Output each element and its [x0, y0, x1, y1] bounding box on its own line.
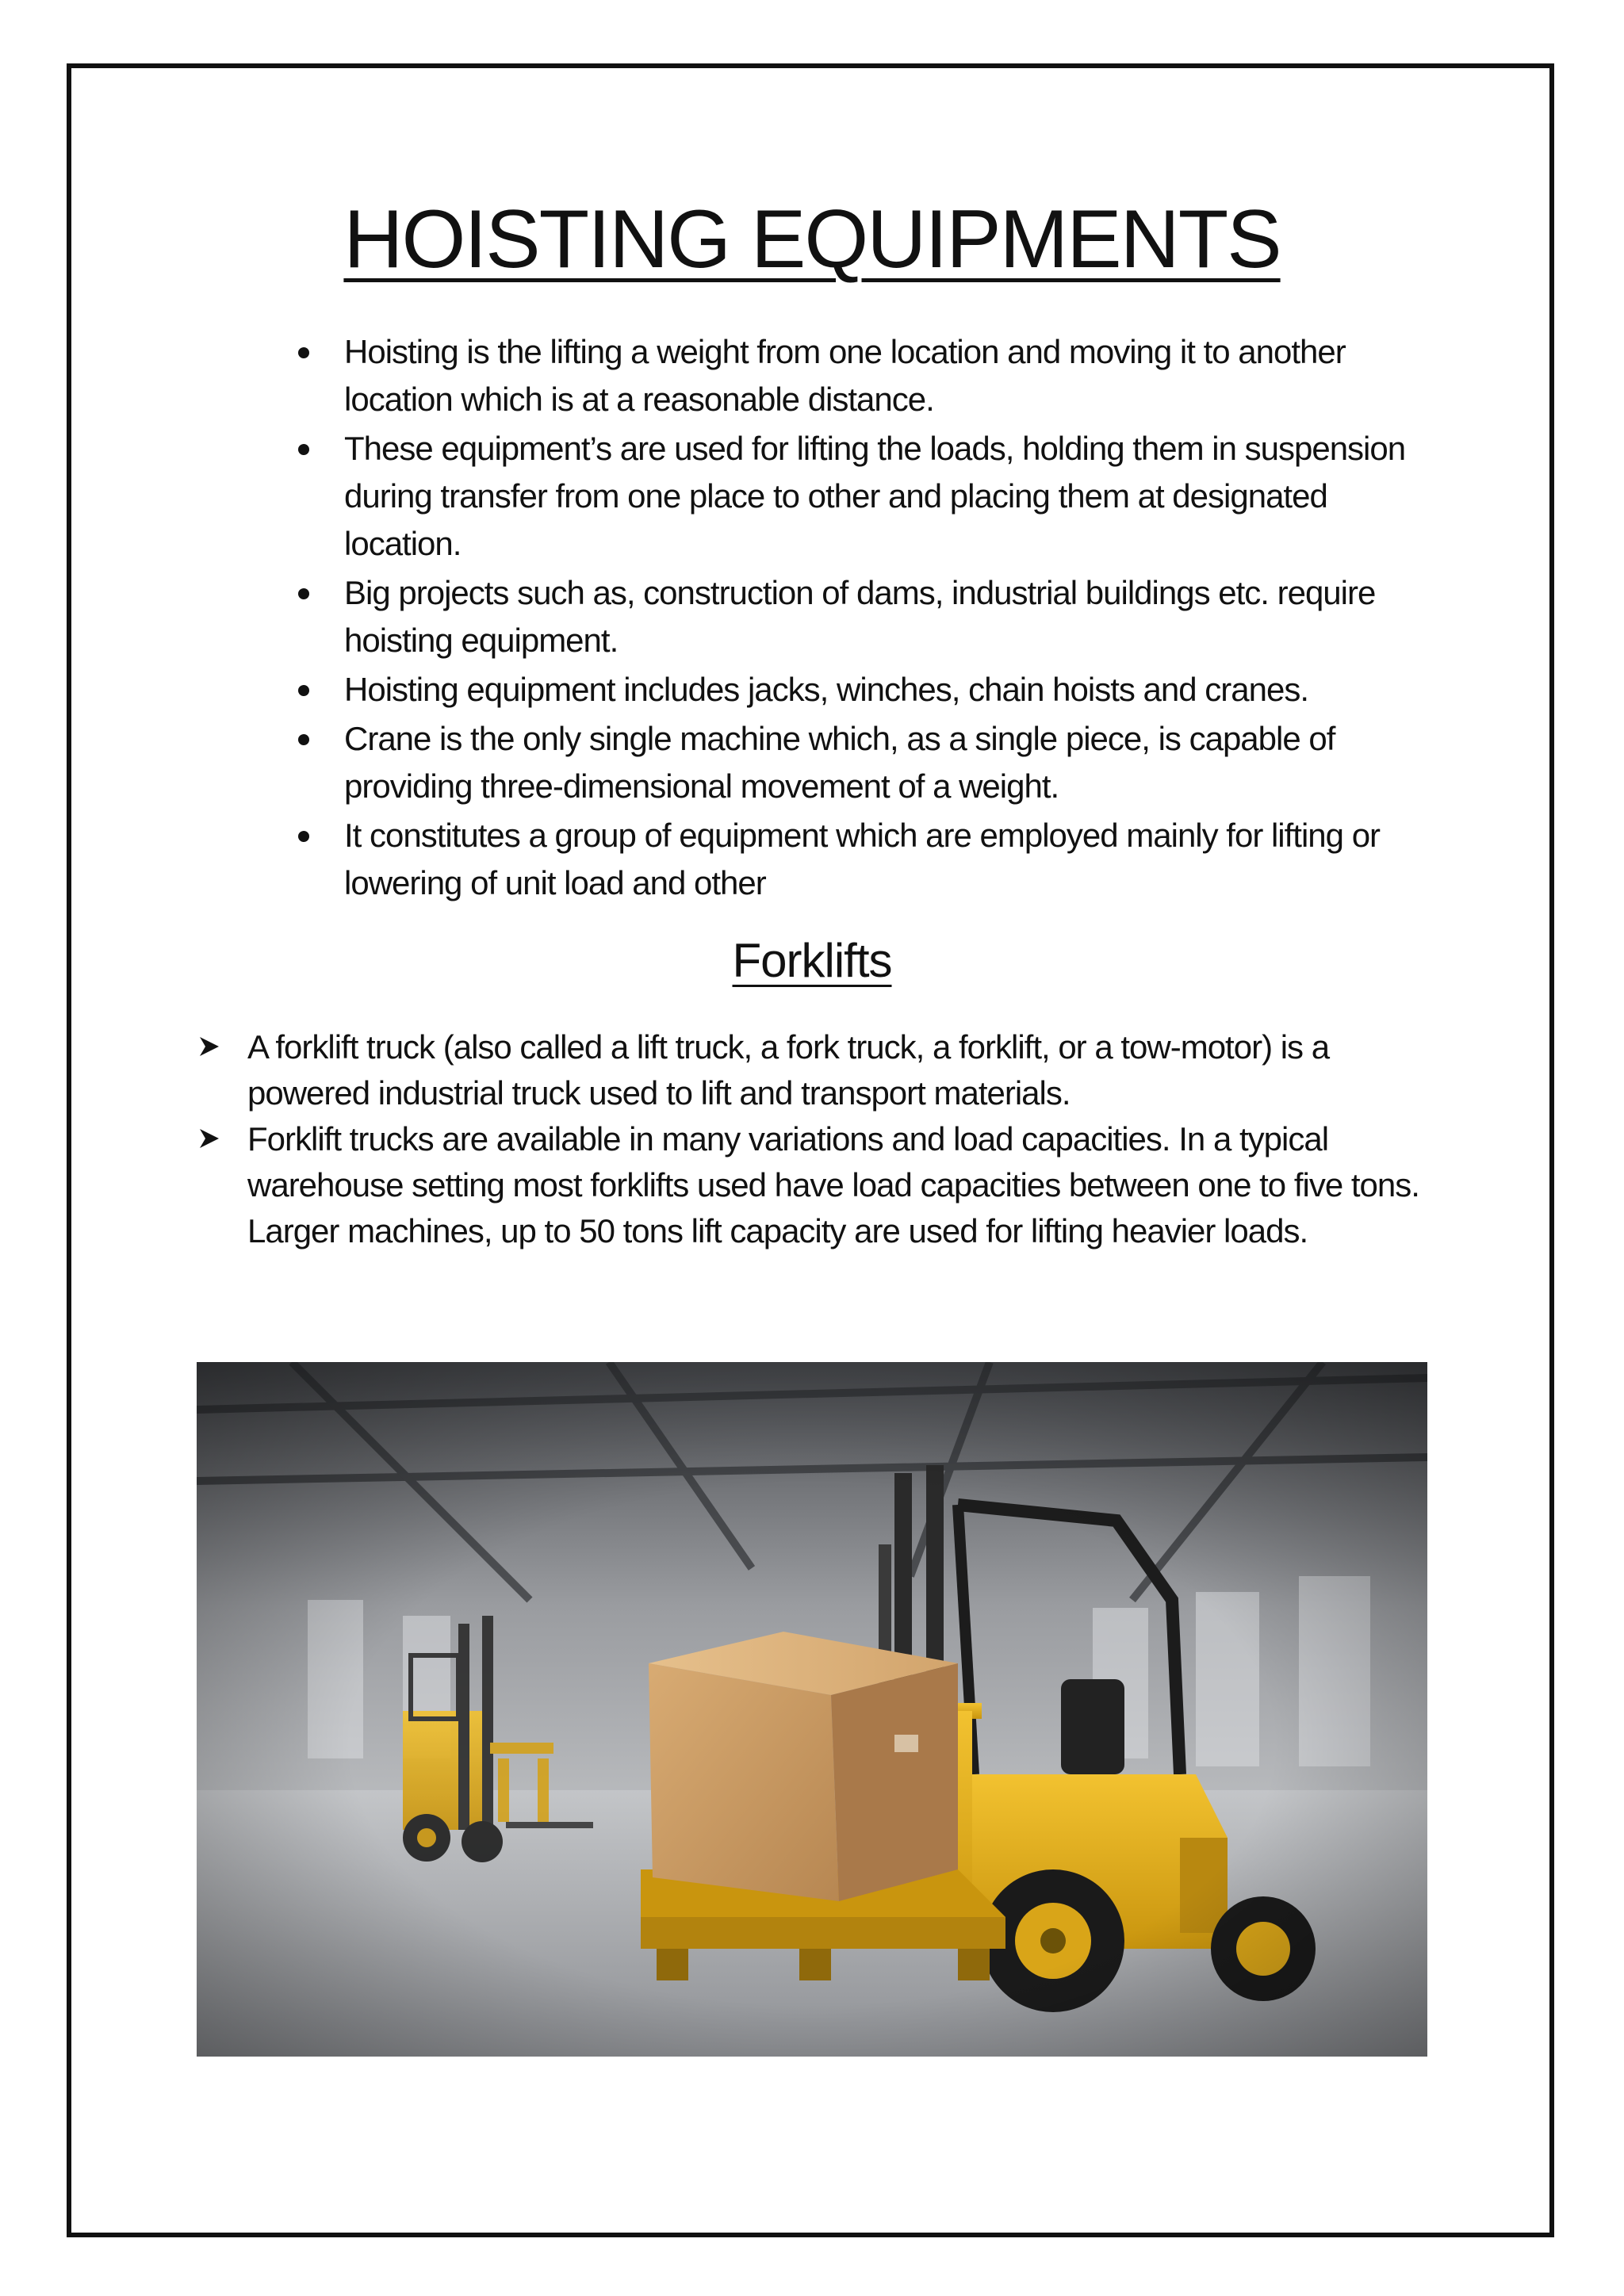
arrow-item	[198, 1116, 1435, 1254]
arrow-item-text: Forklift trucks are available in many variations and load capacities. In a typical warehouse setting most forklifts used have load capacities between one to five tons. Larger machines, up to 50 tons lift capacity are used for lifting heavier loads.	[247, 1120, 1419, 1249]
bullet-list	[293, 328, 1435, 909]
bullet-item: These equipment’s are used for lifting the loads, holding them in suspension during transfer from one place to other and placing them at designated location.	[293, 425, 1435, 568]
forklift-illustration	[197, 1362, 1427, 2057]
bullet-item: Crane is the only single machine which, as a single piece, is capable of providing three-dimensional movement of a weight.	[293, 715, 1435, 810]
page-title-text: HOISTING EQUIPMENTS	[343, 193, 1281, 285]
page-title	[0, 192, 1624, 287]
forklift-photo	[197, 1362, 1427, 2057]
arrow-bullet-icon	[198, 1035, 220, 1058]
section-title	[0, 929, 1624, 993]
bullet-item: It constitutes a group of equipment which are employed mainly for lifting or lowering of unit load and other	[293, 812, 1435, 907]
bullet-item: Hoisting equipment includes jacks, winches, chain hoists and cranes.	[293, 666, 1435, 714]
arrow-list	[198, 1024, 1435, 1254]
bullet-item: Big projects such as, construction of dams, industrial buildings etc. require hoisting equipment.	[293, 569, 1435, 664]
section-title-text: Forklifts	[732, 934, 892, 987]
arrow-item	[198, 1024, 1435, 1116]
bullet-item: Hoisting is the lifting a weight from one location and moving it to another location which is at a reasonable distance.	[293, 328, 1435, 423]
arrow-item-text: A forklift truck (also called a lift truck, a fork truck, a forklift, or a tow-motor) is a powered industrial truck used to lift and transport materials.	[247, 1028, 1330, 1112]
arrow-bullet-icon	[198, 1127, 220, 1150]
